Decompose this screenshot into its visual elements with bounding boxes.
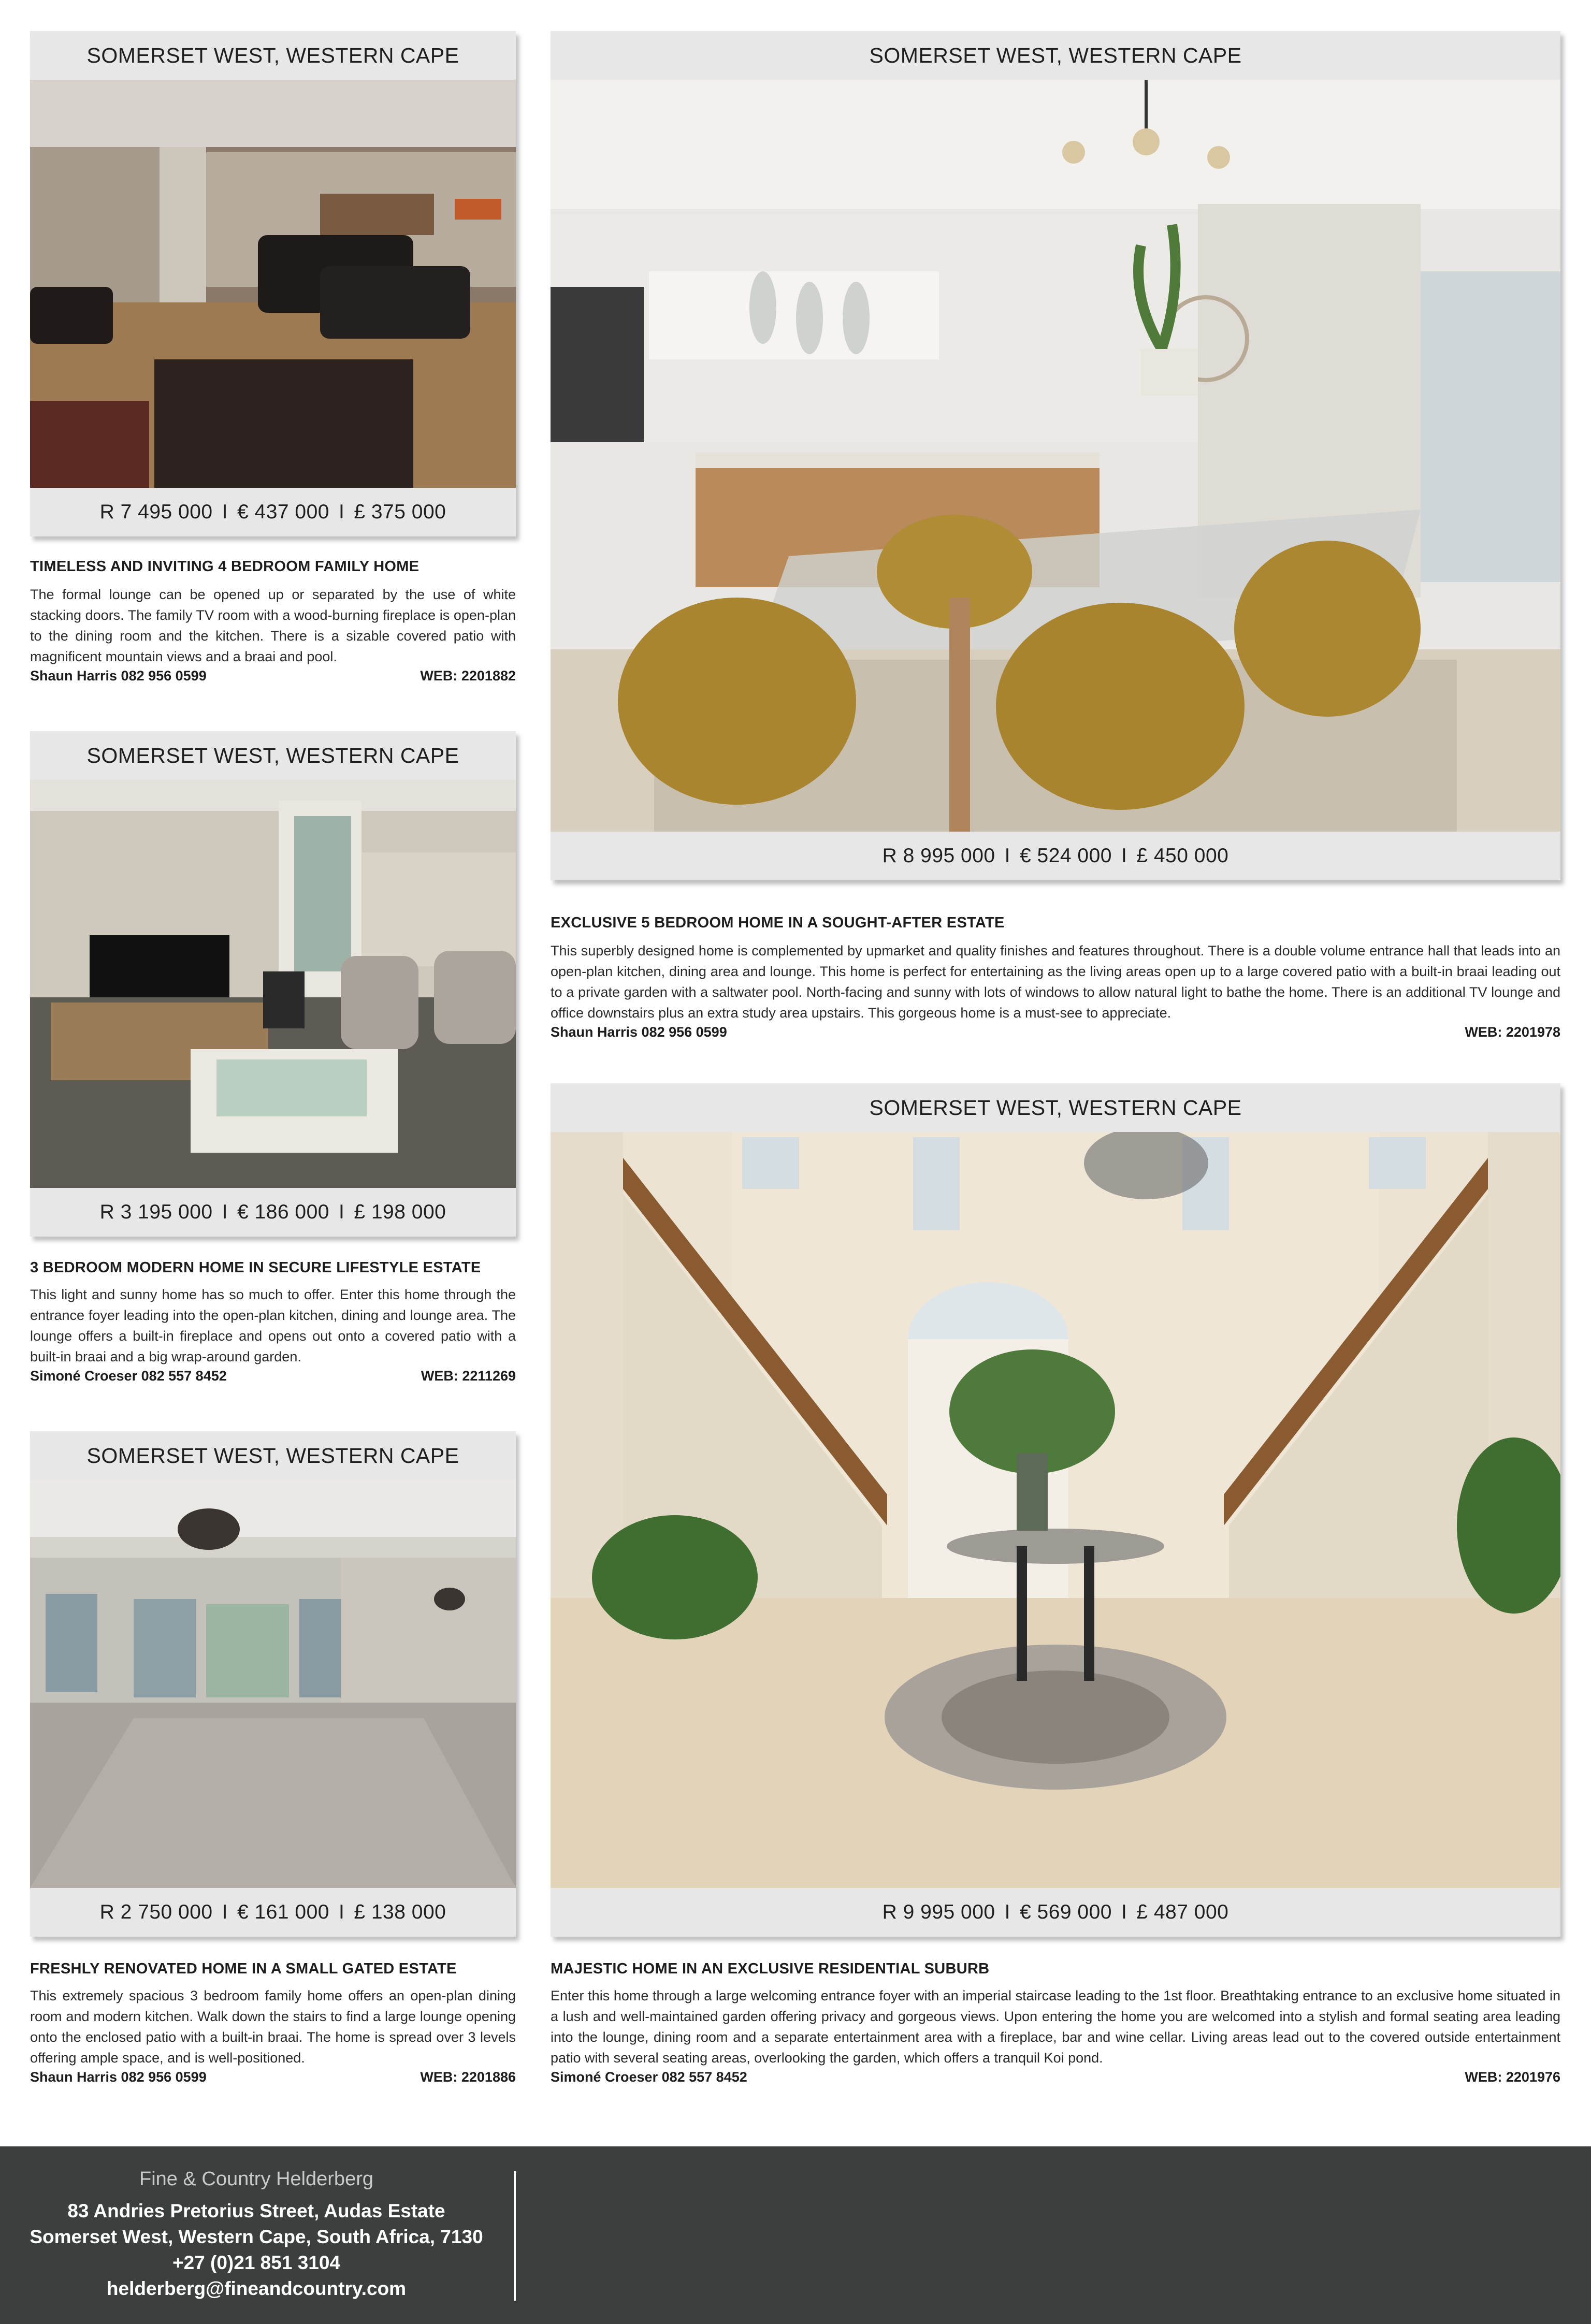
price-gbp: £ 375 000 — [354, 501, 446, 523]
agent-contact[interactable]: Shaun Harris 082 956 0599 — [551, 1024, 727, 1040]
price-zar: R 2 750 000 — [99, 1901, 213, 1923]
listing-price — [30, 1888, 516, 1937]
price-separator: I — [222, 1201, 228, 1223]
price-eur: € 569 000 — [1019, 1901, 1112, 1923]
price-eur: € 524 000 — [1019, 845, 1112, 867]
agent-contact[interactable]: Simoné Croeser 082 557 8452 — [30, 1368, 227, 1384]
listing-photo-lounge[interactable] — [30, 80, 516, 488]
listing-description: This extremely spacious 3 bedroom family home offers an open-plan dining room and modern kitchen. Walk down the stairs to find a large lounge opening onto the enclosed patio with a built-in braai. The home is spread over 3 levels offering ample space, and is well-positioned. — [30, 1988, 516, 2066]
listing-price — [30, 1188, 516, 1237]
listing-location: SOMERSET WEST, WESTERN CAPE — [869, 43, 1242, 67]
web-reference[interactable]: WEB: 2201978 — [1465, 1024, 1560, 1040]
listing-contact — [551, 2069, 1560, 2085]
listing-photo-open-room[interactable] — [30, 1480, 516, 1888]
price-gbp: £ 487 000 — [1136, 1901, 1229, 1923]
price-separator: I — [1004, 845, 1010, 867]
listing-card-2[interactable] — [30, 731, 516, 1237]
price-eur: € 186 000 — [237, 1201, 329, 1223]
address-line-1: 83 Andries Pretorius Street, Audas Estate — [67, 2200, 445, 2221]
listing-contact — [30, 1368, 516, 1384]
listing-contact — [30, 2069, 516, 2085]
price-gbp: £ 138 000 — [354, 1901, 446, 1923]
listing-description: This light and sunny home has so much to offer. Enter this home through the entrance foyer leading into the open-plan kitchen, dining and lounge area. The lounge offers a built-in fireplace and opens out onto a covered patio with a built-in braai and a big wrap-around garden. — [30, 1287, 516, 1364]
listing-contact — [551, 1024, 1560, 1040]
price-separator: I — [222, 501, 228, 523]
listing-location: SOMERSET WEST, WESTERN CAPE — [86, 743, 459, 767]
price-eur: € 437 000 — [237, 501, 329, 523]
listing-location: SOMERSET WEST, WESTERN CAPE — [869, 1095, 1242, 1120]
price-separator: I — [222, 1901, 228, 1923]
listing-description: The formal lounge can be opened up or separated by the use of white stacking doors. The family TV room with a wood-burning fireplace is open-plan to the dining room and the kitchen. There is a sizable covered patio with magnificent mountain views and a braai and pool. — [30, 587, 516, 664]
agent-contact[interactable]: Shaun Harris 082 956 0599 — [30, 2069, 207, 2085]
price-eur: € 161 000 — [237, 1901, 329, 1923]
web-reference[interactable]: WEB: 2201976 — [1465, 2069, 1560, 2085]
price-zar: R 9 995 000 — [882, 1901, 995, 1923]
listing-card-5[interactable] — [551, 1083, 1560, 1937]
price-separator: I — [1121, 1901, 1127, 1923]
listing-photo-living-room[interactable] — [30, 780, 516, 1188]
listing-price — [551, 832, 1560, 880]
listing-photo-entrance-foyer[interactable] — [551, 1132, 1560, 1888]
listing-description: This superbly designed home is complemented by upmarket and quality finishes and features throughout. There is a double volume entrance hall that leads into an open-plan kitchen, dining area and lounge. This home is perfect for entertaining as the living areas open up to a large covered patio with a built-in braai leading out to a private garden with a saltwater pool. North-facing and sunny with lots of windows to allow natural light to bathe the home. There is an additional TV lounge and office downstairs plus an extra study area upstairs. This gorgeous home is a must-see to appreciate. — [551, 943, 1560, 1021]
price-gbp: £ 198 000 — [354, 1201, 446, 1223]
price-separator: I — [339, 501, 345, 523]
price-zar: R 3 195 000 — [99, 1201, 213, 1223]
price-separator: I — [1004, 1901, 1010, 1923]
agent-contact[interactable]: Simoné Croeser 082 557 8452 — [551, 2069, 747, 2085]
listing-card-4[interactable] — [551, 31, 1560, 880]
listing-location: SOMERSET WEST, WESTERN CAPE — [86, 1443, 459, 1468]
listing-price — [30, 488, 516, 536]
listing-card-3[interactable] — [30, 1431, 516, 1937]
brand-name: Fine & Country Helderberg — [139, 2168, 373, 2190]
listing-title[interactable]: 3 BEDROOM MODERN HOME IN SECURE LIFESTYLE ESTATE — [30, 1259, 481, 1276]
web-reference[interactable]: WEB: 2201882 — [420, 668, 516, 684]
price-separator: I — [1121, 845, 1127, 867]
web-reference[interactable]: WEB: 2201886 — [420, 2069, 516, 2085]
listing-card-1[interactable] — [30, 31, 516, 536]
listing-title[interactable]: EXCLUSIVE 5 BEDROOM HOME IN A SOUGHT-AFTER ESTATE — [551, 914, 1005, 931]
office-contact-block — [0, 2198, 513, 2302]
listing-title[interactable]: TIMELESS AND INVITING 4 BEDROOM FAMILY HOME — [30, 558, 420, 575]
email-link[interactable]: helderberg@fineandcountry.com — [106, 2278, 407, 2299]
price-gbp: £ 450 000 — [1136, 845, 1229, 867]
web-reference[interactable]: WEB: 2211269 — [421, 1368, 516, 1384]
listing-title[interactable]: MAJESTIC HOME IN AN EXCLUSIVE RESIDENTIAL SUBURB — [551, 1960, 990, 1977]
office-footer — [0, 2146, 1591, 2324]
phone-number[interactable]: +27 (0)21 851 3104 — [172, 2252, 341, 2273]
listing-contact — [30, 668, 516, 684]
listing-price — [551, 1888, 1560, 1937]
footer-divider — [514, 2171, 516, 2301]
listing-description: Enter this home through a large welcoming entrance foyer with an imperial staircase leading to the 1st floor. Breathtaking entrance to an exclusive home situated in a lush and well-maintained garden offering privacy and gorgeous views. Upon entering the home you are welcomed into a stylish and formal seating area leading into the lounge, dining room and a separate entertainment area with a fireplace, bar and wine cellar. Living areas lead out to the covered outside entertainment patio with several seating areas, overlooking the garden, which offers a tranquil Koi pond. — [551, 1988, 1560, 2066]
listing-photo-dining-kitchen[interactable] — [551, 80, 1560, 832]
price-zar: R 7 495 000 — [99, 501, 213, 523]
address-line-2: Somerset West, Western Cape, South Africa, 7130 — [30, 2226, 483, 2247]
price-separator: I — [339, 1901, 345, 1923]
price-zar: R 8 995 000 — [882, 845, 995, 867]
listing-location: SOMERSET WEST, WESTERN CAPE — [86, 43, 459, 67]
listing-title[interactable]: FRESHLY RENOVATED HOME IN A SMALL GATED ESTATE — [30, 1960, 457, 1977]
price-separator: I — [339, 1201, 345, 1223]
agent-contact[interactable]: Shaun Harris 082 956 0599 — [30, 668, 207, 684]
